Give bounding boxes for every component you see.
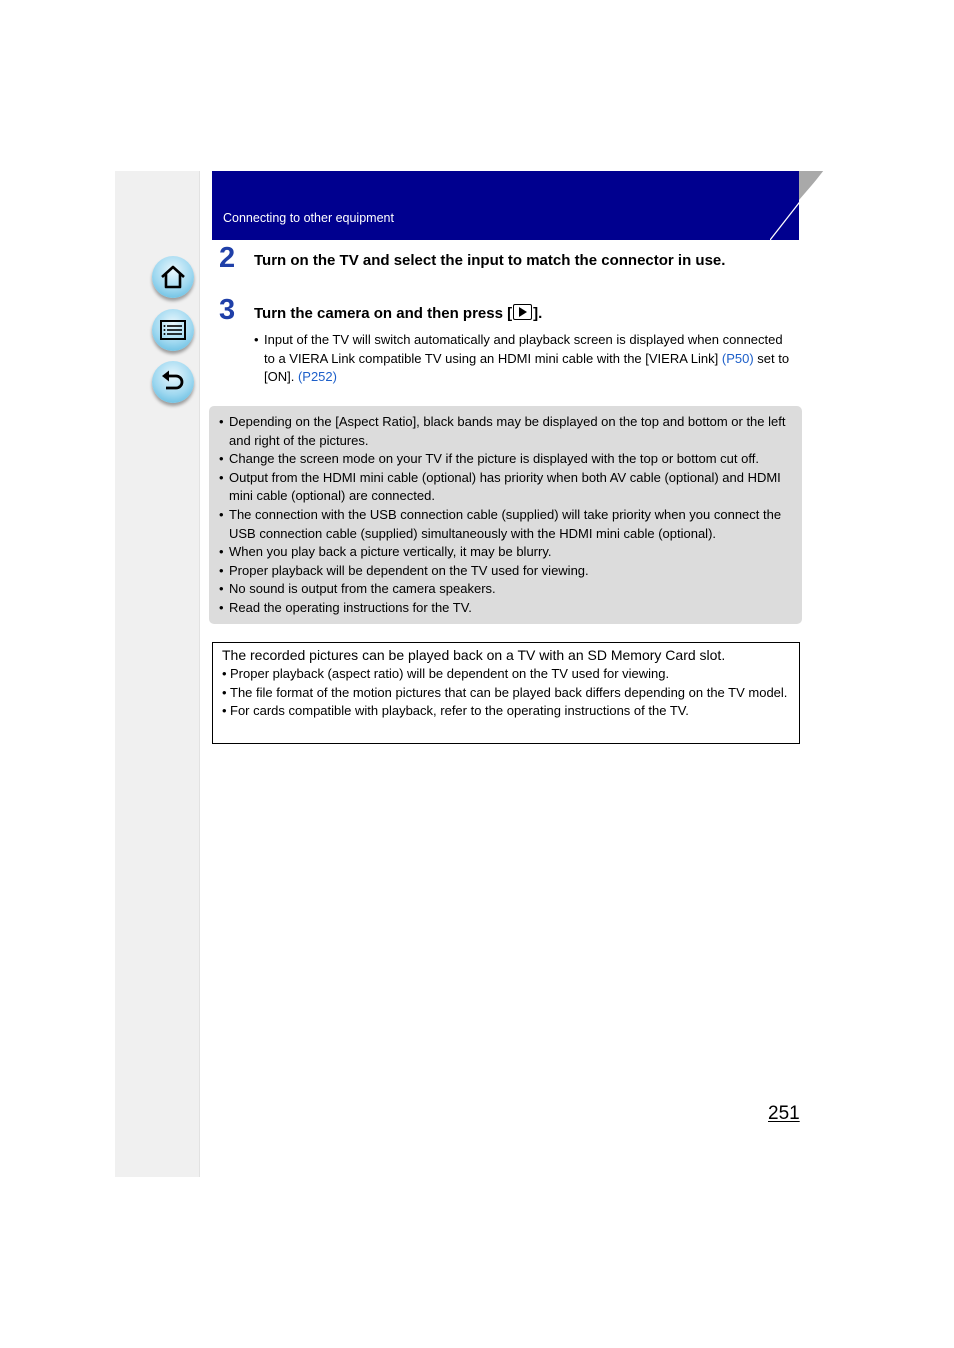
note-item: • When you play back a picture vertically, it may be blurry. xyxy=(219,544,552,560)
note-item: • Output from the HDMI mini cable (optional) has priority when both AV cable (optional) and HDMI mini cable (optional) are connected. xyxy=(219,469,781,504)
home-button[interactable] xyxy=(152,256,194,298)
menu-button[interactable] xyxy=(152,309,194,351)
step-3-note: • Input of the TV will switch automatically and playback screen is displayed when connected to a VIERA Link compatible TV using an HDMI mini cable with the [VIERA Link] (P50) set to [ON]. (P252) xyxy=(254,332,790,385)
step-2-text: Turn on the TV and select the input to match the connector in use. xyxy=(254,252,726,269)
menu-list-icon xyxy=(158,315,188,345)
back-arrow-icon xyxy=(158,367,188,397)
note-item: • Proper playback will be dependent on the TV used for viewing. xyxy=(219,562,589,578)
step-2-number: 2 xyxy=(219,242,236,274)
info-item: • For cards compatible with playback, refer to the operating instructions of the TV. xyxy=(222,703,689,719)
notes-box xyxy=(209,406,802,624)
playback-button-icon xyxy=(513,304,532,320)
sd-card-info-box xyxy=(212,642,800,744)
step-3-text: Turn the camera on and then press [ ]. xyxy=(254,305,543,322)
page-number: 251 xyxy=(768,1103,800,1124)
link-p50[interactable]: (P50) xyxy=(721,350,754,366)
section-header-band xyxy=(212,171,799,240)
note-item: • Change the screen mode on your TV if the picture is displayed with the top or bottom cut off. xyxy=(219,451,759,467)
note-item: • Depending on the [Aspect Ratio], black bands may be displayed on the top and bottom or the left and right of the pictures. xyxy=(219,414,786,448)
info-item: • Proper playback (aspect ratio) will be dependent on the TV used for viewing. xyxy=(222,666,670,681)
back-button[interactable] xyxy=(152,361,194,403)
note-item: • No sound is output from the camera speakers. xyxy=(219,581,496,597)
header-corner-decoration xyxy=(770,171,824,240)
home-icon xyxy=(158,262,188,292)
info-heading: The recorded pictures can be played back on a TV with an SD Memory Card slot. xyxy=(222,647,726,663)
note-item: • The connection with the USB connection cable (supplied) will take priority when you connect the USB connection cable (supplied) simultaneously with the HDMI mini cable (optional). xyxy=(219,506,782,541)
note-item: • Read the operating instructions for the TV. xyxy=(219,599,472,615)
section-title: Connecting to other equipment xyxy=(223,211,394,225)
info-item: • The file format of the motion pictures that can be played back differs depending on the TV model. xyxy=(222,684,788,700)
step-3-number: 3 xyxy=(219,294,236,326)
link-p252[interactable]: (P252) xyxy=(297,369,337,385)
